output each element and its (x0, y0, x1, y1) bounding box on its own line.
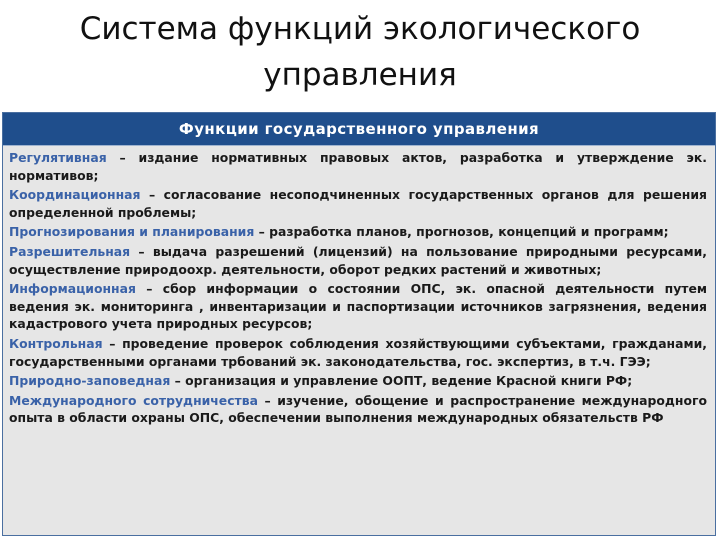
function-term: Информационная (9, 281, 136, 297)
function-item-regulative (9, 149, 707, 184)
page-title (0, 6, 720, 98)
function-term: Международного сотрудничества (9, 392, 258, 408)
function-term: Контрольная (9, 335, 103, 351)
function-description: – изучение, обощение и распространение международного опыта в области охраны ОПС, обеспечении выполнения международных обязательств РФ (9, 392, 707, 426)
function-item-permitting (9, 243, 707, 278)
function-description: – разработка планов, прогнозов, концепций и программ; (254, 224, 669, 240)
function-description: – проведение проверок соблюдения хозяйствующими субъектами, гражданами, государственными органами трбований эк. законодательства, гос. экспертиз, в т.ч. ГЭЭ; (9, 335, 707, 369)
functions-list (3, 146, 715, 427)
functions-box (2, 112, 716, 536)
function-term: Прогнозирования и планирования (9, 224, 255, 240)
function-item-information (9, 280, 707, 333)
functions-header: Функции государственного управления (3, 113, 715, 146)
function-item-nature-reserve (9, 372, 707, 390)
function-description: – согласование несоподчиненных государственных органов для решения определенной проблемы; (9, 187, 707, 220)
title-line-1: Система функций экологического (79, 11, 641, 47)
function-item-forecasting (9, 223, 707, 241)
function-item-control (9, 335, 707, 370)
function-term: Природно-заповедная (9, 373, 171, 389)
function-term: Регулятивная (9, 150, 107, 165)
function-description: – организация и управление ООПТ, ведение Красной книги РФ; (170, 373, 633, 389)
function-item-coordination (9, 186, 707, 221)
title-line-2: управления (263, 57, 457, 93)
function-description: – издание нормативных правовых актов, разработка и утверждение эк. нормативов; (9, 150, 707, 183)
function-description: – сбор информации о состоянии ОПС, эк. опасной деятельности путем ведения эк. мониторинга , инвентаризации и паспортизации источников загрязнения, ведения кадастрового учета природных ресурсов; (9, 281, 707, 332)
function-term: Разрешительная (9, 243, 131, 259)
function-description: – выдача разрешений (лицензий) на пользование природными ресурсами, осуществление природоохр. деятельности, оборот редких растений и животных; (9, 243, 707, 277)
function-item-international (9, 392, 707, 427)
function-term: Координационная (9, 187, 141, 203)
